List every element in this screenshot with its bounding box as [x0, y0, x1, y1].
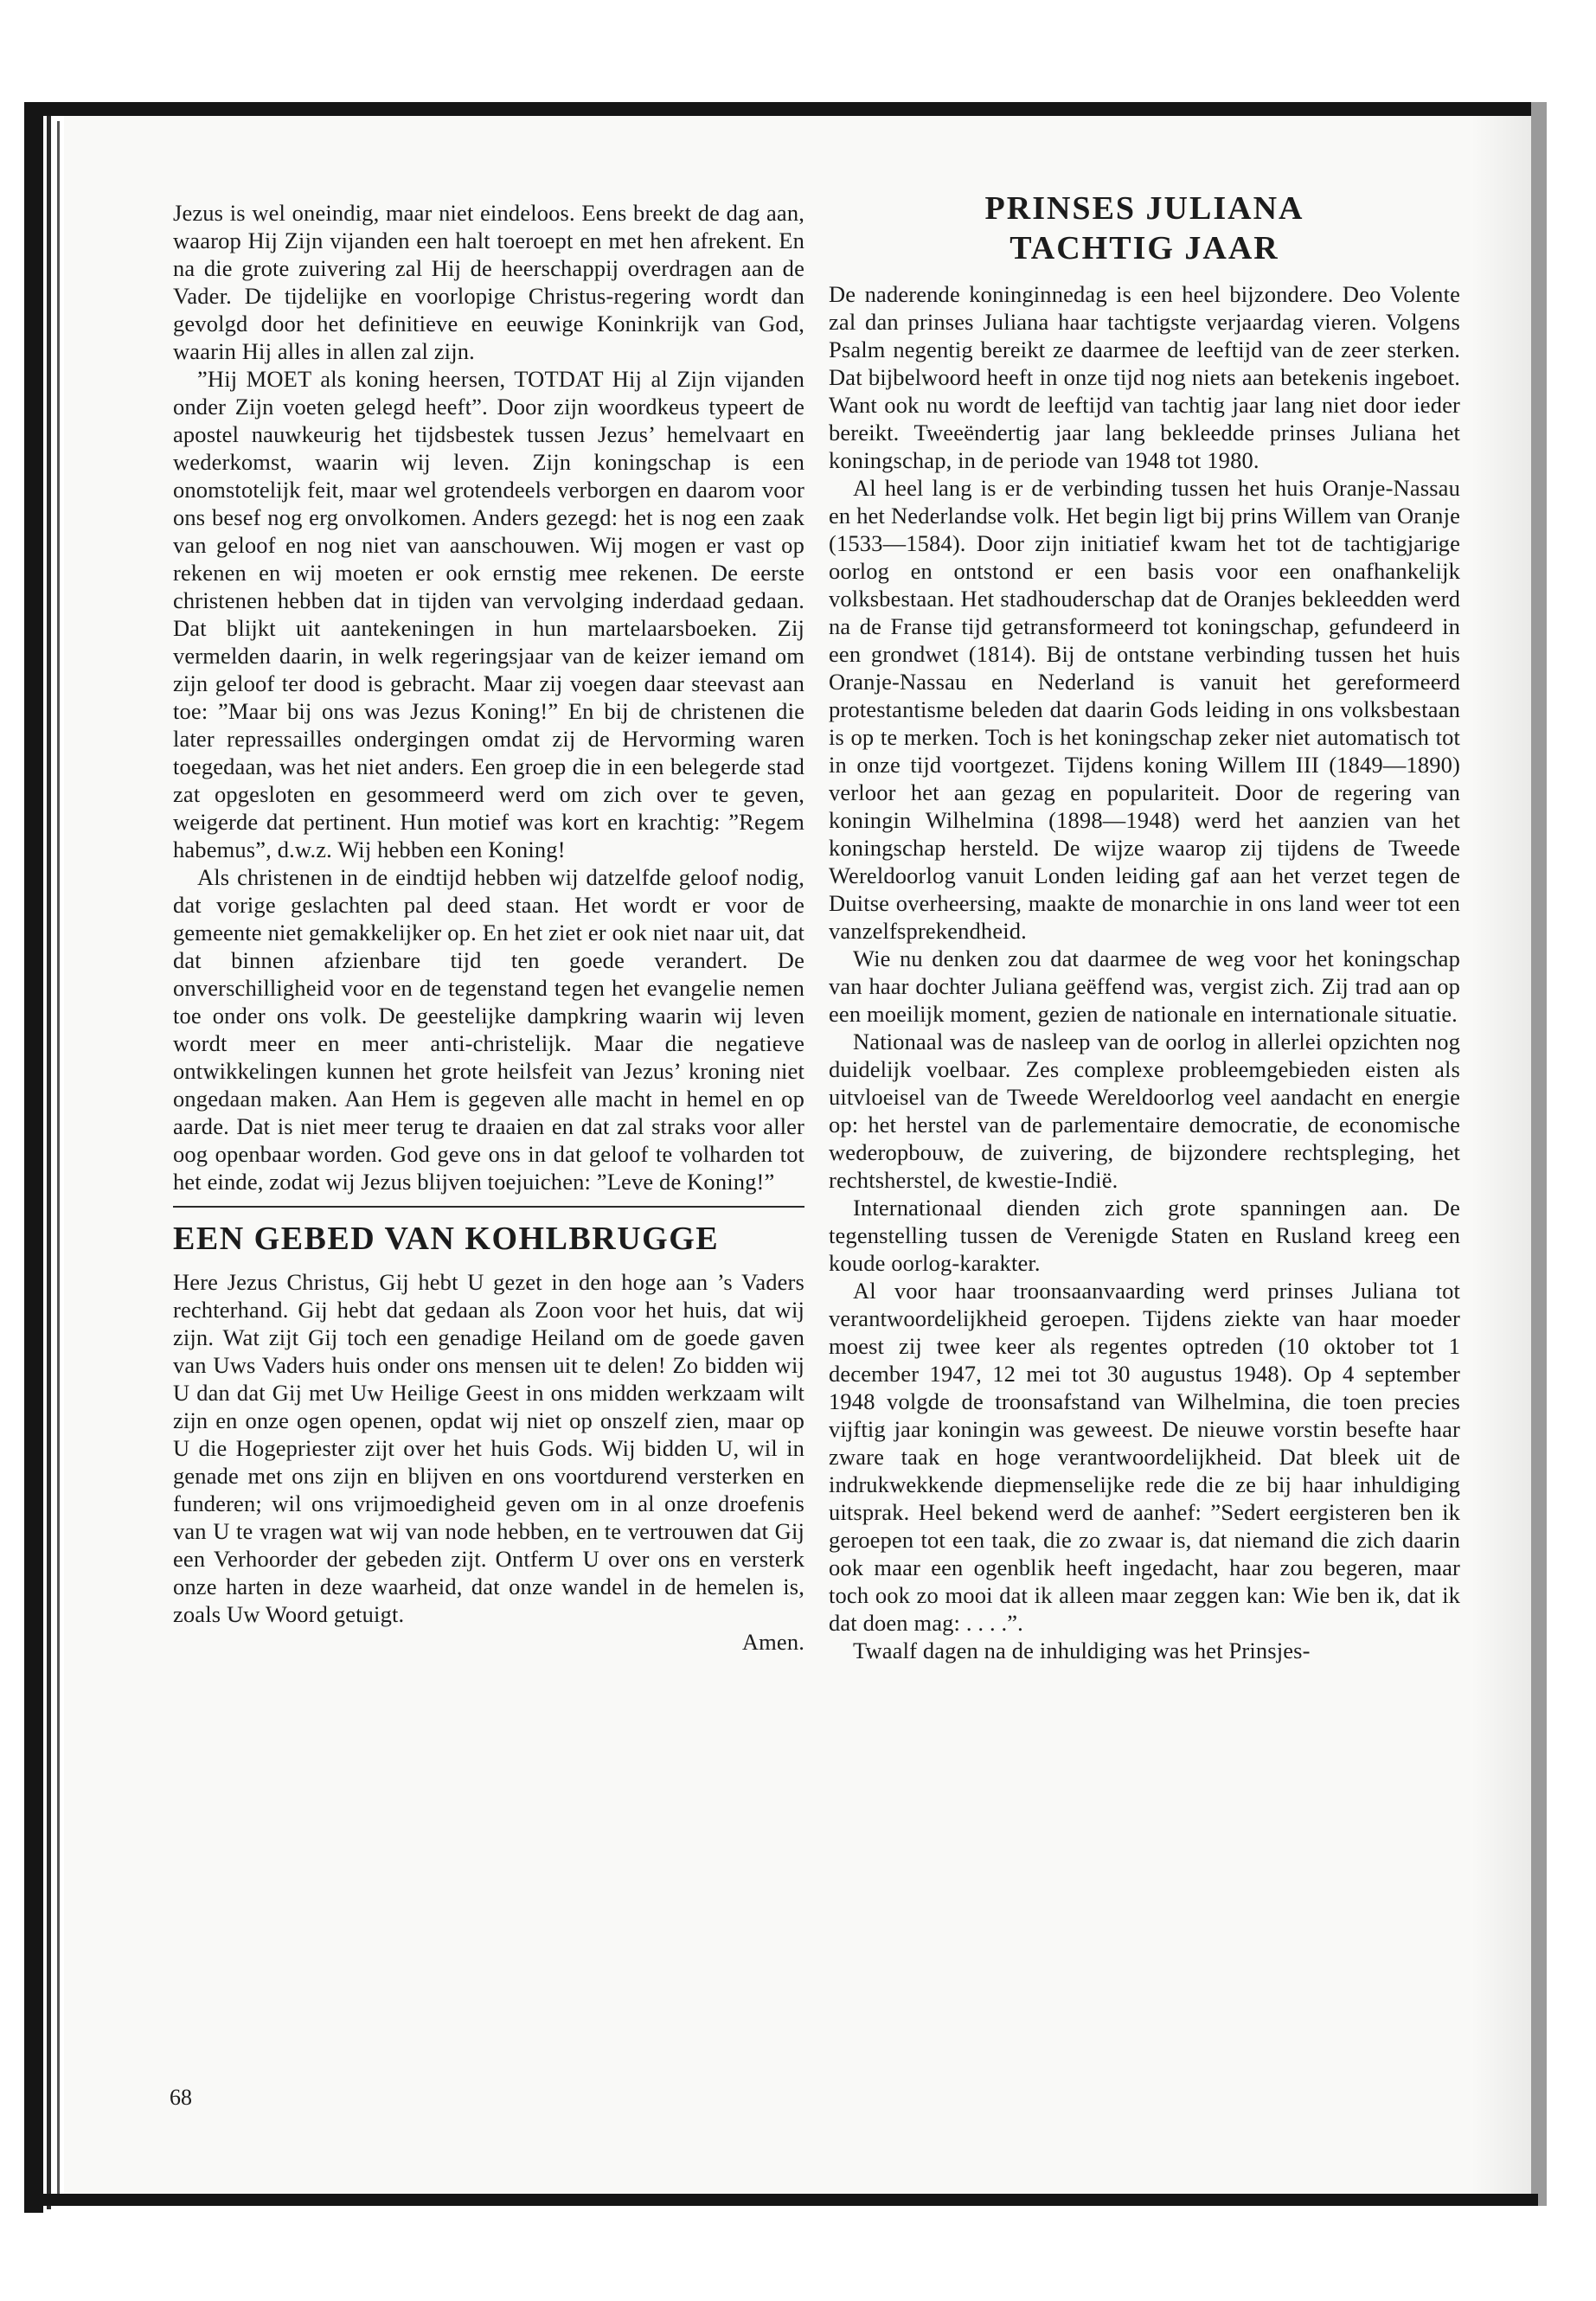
body-paragraph: Jezus is wel oneindig, maar niet eindeloos. Eens breekt de dag aan, waarop Hij Zijn vijanden een halt toeroept en met hen afrekent. En na die grote zuivering zal Hij de heerschappij overdragen aan de Vader. De tijdelijke en voorlopige Christus-regering wordt dan gevolgd door het definitieve en eeuwige Koninkrijk van God, waarin Hij alles in allen zal zijn.: [173, 200, 804, 364]
body-paragraph: Wie nu denken zou dat daarmee de weg voor het koningschap van haar dochter Juliana geëffend was, vergist zich. Zij trad aan op een moeilijk moment, gezien de nationale en internationale situatie.: [829, 945, 1460, 1027]
left-column: [173, 199, 804, 1656]
body-paragraph-quote: ”Hij MOET als koning heersen, TOTDAT Hij al Zijn vijanden onder Zijn voeten gelegd heeft”. Door zijn woordkeus typeert de apostel nauwkeurig het tijdsbestek tussen Jezus’ hemelvaart en wederkomst, waarin wij leven. Zijn koningschap is een onomstotelijk feit, maar wel grotendeels verborgen en daarom voor ons besef nog erg onvolkomen. Anders gezegd: het is nog een zaak van geloof en nog niet van aanschouwen. Wij mogen er vast op rekenen en wij moeten er ook ernstig mee rekenen. De eerste christenen hebben dat in tijden van vervolging inderdaad gedaan. Dat blijkt uit aantekeningen in hun martelaarsboeken. Zij vermelden daarin, in welk regeringsjaar van de keizer iemand om zijn geloof ter dood is gebracht. Maar zij voegen daar steevast aan toe: ”Maar bij ons was Jezus Koning!” En bij de christenen die later repressailles ondergingen omdat zij de Hervorming waren toegedaan, was het niet anders. Een groep die in een belegerde stad zat opgesloten en gesommeerd werd om zich over te geven, weigerde dat pertinent. Hun motief was kort en krachtig: ”Regem habemus”, d.w.z. Wij hebben een Koning!: [173, 366, 804, 862]
section-divider: [173, 1206, 804, 1208]
prayer-text: Here Jezus Christus, Gij hebt U gezet in den hoge aan ’s Vaders rechterhand. Gij hebt dat gedaan als Zoon voor het huis, dat wij zijn. Wat zijt Gij toch een genadige Heiland om de goede gaven van Uws Vaders huis onder ons mensen uit te delen! Zo bidden wij U dan dat Gij met Uw Heilige Geest in ons midden werkzaam wilt zijn en onze ogen openen, opdat wij niet op onszelf zien, maar op U die Hogepriester zijt over het huis Gods. Wij bidden U, wil in genade met ons zijn en blijven en ons voortdurend versterken en funderen; wil ons vrijmoedigheid geven om in al onze droefenis van U te vragen wat wij van node hebben, en te vertrouwen dat Gij een Verhoorder der gebeden zijt. Ontferm U over ons en versterk onze harten in deze waarheid, dat onze wandel in de hemelen is, zoals Uw Woord getuigt.: [173, 1269, 804, 1627]
prayer-heading: EEN GEBED VAN KOHLBRUGGE: [173, 1221, 720, 1257]
body-paragraph: Internationaal dienden zich grote spanningen aan. De tegenstelling tussen de Verenigde Staten en Rusland kreeg een koude oorlog-karakter.: [829, 1195, 1460, 1276]
scan-border-top: [24, 102, 1534, 116]
page-stack-edge-inner: [57, 121, 60, 2197]
body-paragraph: De naderende koninginnedag is een heel bijzondere. Deo Volente zal dan prinses Juliana haar tachtigste verjaardag vieren. Volgens Psalm negentig bereikt ze daarmee de leeftijd van de zeer sterken. Dat bijbelwoord heeft in onze tijd nog niets aan betekenis ingeboet. Want ook nu wordt de leeftijd van tachtig jaar lang niet door ieder bereikt. Tweeëndertig jaar lang bekleedde prinses Juliana het koningschap, in de periode van 1948 tot 1980.: [829, 281, 1460, 473]
scan-border-right: [1531, 102, 1547, 2206]
body-paragraph: Nationaal was de nasleep van de oorlog in allerlei opzichten nog duidelijk voelbaar. Zes complexe probleemgebieden eisten als uitvloeisel van de Tweede Wereldoorlog veel aandacht en energie op: het herstel van de parlementaire democratie, de economische wederopbouw, de zuivering, de bijzondere rechtspleging, het rechtsherstel, de kwestie-Indië.: [829, 1029, 1460, 1193]
article-heading: [829, 189, 1460, 268]
body-paragraph: Als christenen in de eindtijd hebben wij datzelfde geloof nodig, dat vorige geslachten pal deed staan. Het wordt er voor de gemeente niet gemakkelijker op. En het ziet er ook niet naar uit, dat dat binnen afzienbare tijd ten goede verandert. De onverschilligheid voor en de tegenstand tegen het evangelie nemen toe onder ons volk. De geestelijke dampkring waarin wij leven wordt meer en meer anti-christelijk. Maar die negatieve ontwikkelingen kunnen het grote heilsfeit van Jezus’ kroning niet ongedaan maken. Aan Hem is gegeven alle macht in hemel en op aarde. Dat is niet meer terug te draaien en dat zal straks voor aller oog openbaar worden. God geve ons in dat geloof te volharden tot het einde, zodat wij Jezus blijven toejuichen: ”Leve de Koning!”: [173, 864, 804, 1195]
article-heading-line1: PRINSES JULIANA: [984, 190, 1304, 227]
page-stack-edge: [47, 116, 51, 2209]
body-paragraph: Twaalf dagen na de inhuldiging was het Prinsjes-: [853, 1638, 1311, 1663]
scan-border-left: [24, 102, 43, 2213]
scan-border-bottom: [24, 2194, 1538, 2206]
page-shadow: [1471, 116, 1531, 2194]
body-paragraph: Al heel lang is er de verbinding tussen het huis Oranje-Nassau en het Nederlandse volk. Het begin ligt bij prins Willem van Oranje (1533—1584). Door zijn initiatief kwam het tot de tachtigjarige oorlog en ontstond er een basis voor een onafhankelijk volksbestaan. Het stadhouderschap dat de Oranjes bekleedden werd na de Franse tijd getransformeerd tot koningschap, gefundeerd in een grondwet (1814). Bij de ontstane verbinding tussen het huis Oranje-Nassau en Nederland is vanuit het gereformeerd protestantisme beleden dat daarin Gods leiding in ons volksbestaan is op te merken. Toch is het koningschap zeker niet automatisch tot in onze tijd voortgezet. Tijdens koning Willem III (1849—1890) verloor het aan gezag en populariteit. Door de regering van koningin Wilhelmina (1898—1948) werd het aanzien van het koningschap hersteld. De wijze waarop zij tijdens de Tweede Wereldoorlog vanuit Londen leiding gaf aan het verzet tegen de Duitse overheersing, maakte de monarchie in ons land weer tot een vanzelfsprekendheid.: [829, 475, 1460, 944]
prayer-closing: Amen.: [741, 1629, 804, 1655]
right-column: [829, 189, 1460, 1664]
body-paragraph: Al voor haar troonsaanvaarding werd prinses Juliana tot verantwoordelijkheid geroepen. Tijdens ziekte van haar moeder moest zij twee keer als regentes optreden (10 oktober tot 1 december 1947, 12 mei tot 30 augustus 1948). Op 4 september 1948 volgde de troonsafstand van Wilhelmina, die toen precies vijftig jaar koningin was geweest. De nieuwe vorstin besefte haar zware taak en hoge verantwoordelijkheid. Dat bleek uit de indrukwekkende diepmenselijke rede die ze bij haar inhuldiging uitsprak. Heel bekend werd de aanhef: ”Sedert eergisteren ben ik geroepen tot een taak, die zo zwaar is, dat niemand die zich daarin ook maar een ogenblik heeft ingedacht, haar zou begeren, maar toch ook zo mooi dat ik alleen maar zeggen kan: Wie ben ik, dat ik dat doen mag: . . . .”.: [829, 1278, 1460, 1636]
article-heading-line2: TACHTIG JAAR: [1010, 230, 1279, 266]
page-number: 68: [170, 2085, 192, 2110]
